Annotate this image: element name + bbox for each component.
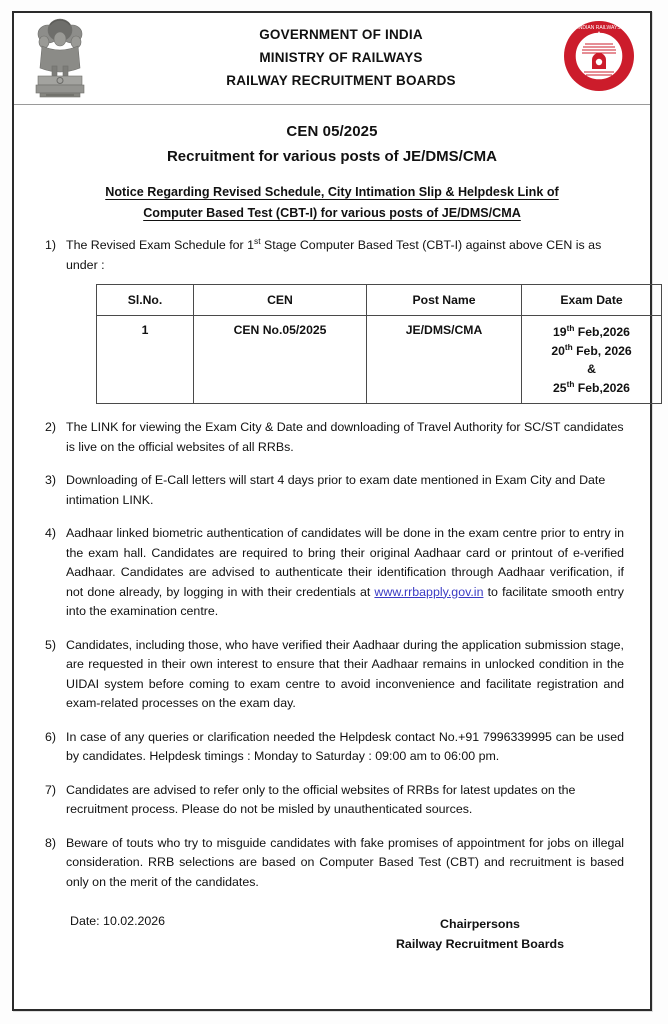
table-cell-sl-no: 1 [97,316,194,404]
notice-heading [40,182,624,224]
list-item-4-text [66,524,624,622]
list-item-6-text: In case of any queries or clarification needed the Helpdesk contact No.+91 7996339995 can be used by candidates. Helpdesk timings : Monday to Saturday : 09:00 am to 06:00 pm. [66,729,624,763]
list-item-6 [40,728,624,767]
header-line-government: GOVERNMENT OF INDIA [259,27,423,42]
list-item-4-number: 4) [45,526,57,540]
exam-date-line-2 [524,342,659,361]
list-item-2 [40,418,624,457]
list-item-3-text: Downloading of E-Call letters will start 4 days prior to exam date mentioned in Exam City and Date intimation LINK. [66,473,606,507]
exam-date-2-day: 20 [551,343,565,358]
exam-date-2-suffix: th [564,341,573,352]
exam-date-ampersand: & [587,362,596,376]
document-footer [40,914,624,954]
exam-date-3-suffix: th [566,378,575,389]
list-item-3 [40,471,624,510]
header-title-block [14,23,650,92]
list-item-5-text: Candidates, including those, who have verified their Aadhaar during the application submission stage, are requested in their own interest to ensure that their Aadhaar remains in unlocked condition in the UIDAI system before coming to exam centre to avoid inconvenience and facilitate registration and exam-related processes on the exam day. [66,637,624,710]
document-body [14,105,650,954]
list-item-1-text [66,236,624,275]
table-header-post-name: Post Name [367,285,522,316]
indian-railways-logo-icon [562,19,636,93]
list-item-1-text-b: Stage Computer Based Test (CBT-I) against above CEN is as under : [66,238,602,272]
exam-date-3-rest: Feb,2026 [574,380,630,395]
table-row [97,316,662,404]
list-item-7 [40,781,624,820]
table-header-cen: CEN [194,285,367,316]
exam-date-3-day: 25 [553,380,567,395]
list-item-4-text-a: Aadhaar linked biometric authentication of candidates will be done in the exam centre prior to entry in the exam hall. Candidates are required to bring their original Aadhaar card or printout of e-verified Aadhaar. Candidates are advised to authenticate their identification through Aadhaar verification, if not done already, by logging in with their credentials at [66,526,624,599]
notice-heading-line-1: Notice Regarding Revised Schedule, City Intimation Slip & Helpdesk Link of [105,185,559,199]
notice-heading-line-2: Computer Based Test (CBT-I) for various posts of JE/DMS/CMA [143,206,521,220]
table-cell-cen: CEN No.05/2025 [194,316,367,404]
list-item-4-text-b: to facilitate smooth entry into the examination centre. [66,584,624,618]
table-cell-post-name: JE/DMS/CMA [367,316,522,404]
list-item-6-number: 6) [45,729,57,744]
exam-date-1-rest: Feb,2026 [574,325,630,339]
signatory-title: Chairpersons [440,917,520,931]
table-header-row [97,285,662,316]
list-item-5-number: 5) [45,637,57,652]
list-item-2-text: The LINK for viewing the Exam City & Date and downloading of Travel Authority for SC/ST candidates is live on the official websites of all RRBs. [66,420,624,454]
list-item-3-number: 3) [45,473,57,487]
recruitment-subtitle: Recruitment for various posts of JE/DMS/CMA [166,148,498,165]
exam-date-1-suffix: th [566,322,575,333]
signatory-block [396,914,588,954]
list-item-2-number: 2) [45,420,57,434]
list-item-1-number: 1) [45,238,57,252]
list-item-5 [40,636,624,714]
exam-date-line-3 [524,379,659,398]
list-item-8 [40,834,624,893]
notice-date: Date: 10.02.2026 [70,914,166,928]
table-header-sl-no: Sl.No. [97,285,194,316]
table-header-exam-date: Exam Date [522,285,662,316]
document-frame [12,11,652,1011]
list-item-8-number: 8) [45,835,57,850]
document-header [14,13,650,105]
list-item-1-ordinal-suffix: st [254,235,261,246]
exam-schedule-table-wrapper [96,284,641,404]
cen-number: CEN 05/2025 [286,123,378,140]
list-item-7-number: 7) [45,782,57,797]
svg-text:INDIAN RAILWAYS: INDIAN RAILWAYS [577,25,621,31]
exam-schedule-table [96,284,662,404]
list-item-8-text: Beware of touts who try to misguide candidates with fake promises of appointment for jobs on illegal consideration. RRB selections are based on Computer Based Test (CBT) and recruitment is based only on the merit of the candidates. [66,835,624,889]
signatory-organisation: Railway Recruitment Boards [395,937,564,951]
list-item-4 [40,524,624,622]
list-item-1-text-a: The Revised Exam Schedule for 1 [66,238,255,252]
exam-date-line-1 [524,323,659,342]
rrbapply-link[interactable]: www.rrbapply.gov.in [374,584,484,599]
header-line-ministry: MINISTRY OF RAILWAYS [259,50,423,65]
exam-date-2-rest: Feb, 2026 [572,343,632,358]
list-item-1 [40,236,624,275]
list-item-7-text: Candidates are advised to refer only to the official websites of RRBs for latest updates on the recruitment process. Please do not be misled by unauthenticated sources. [66,782,576,816]
table-cell-exam-date [522,316,662,404]
header-line-boards: RAILWAY RECRUITMENT BOARDS [226,73,456,88]
exam-date-1-day: 19 [553,325,567,339]
